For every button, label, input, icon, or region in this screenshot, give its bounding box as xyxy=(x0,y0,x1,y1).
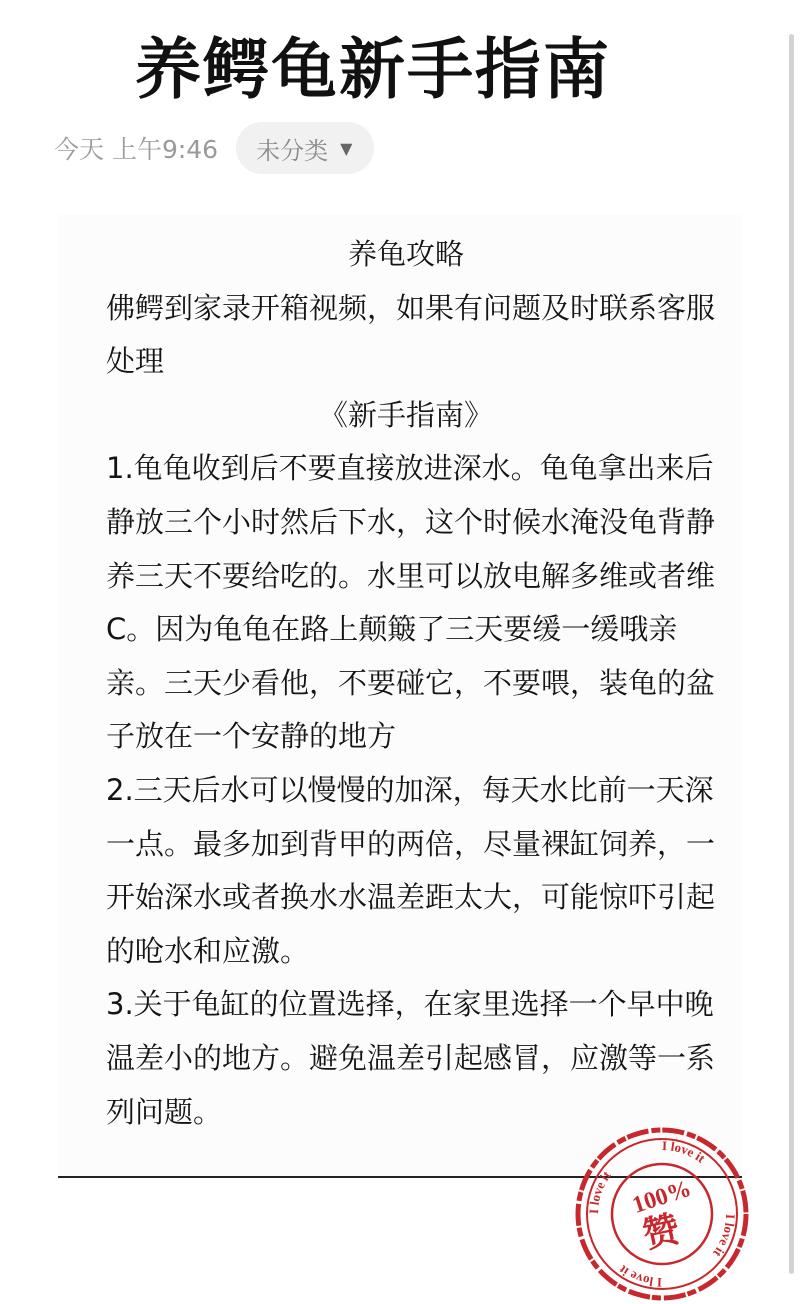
stamp-percent-text: 100% xyxy=(629,1175,695,1219)
caret-down-icon: ▼ xyxy=(340,138,353,158)
note-timestamp: 今天 上午9:46 xyxy=(54,135,219,164)
stamp-ring-text-2: I love it xyxy=(661,1137,709,1166)
vertical-scrollbar[interactable] xyxy=(789,34,794,1274)
guide-paragraph-3: 3.关于龟缸的位置选择，在家里选择一个早中晚温差小的地方。避免温差引起感冒，应激等一系列问题。 xyxy=(106,987,716,1129)
stamp-ring-text-3: I love it xyxy=(710,1213,739,1261)
approval-stamp-icon xyxy=(572,1124,752,1304)
note-meta xyxy=(54,122,374,174)
note-title: 养鳄龟新手指南 xyxy=(135,31,611,108)
guide-paragraph-1: 1.龟龟收到后不要直接放进深水。龟龟拿出来后静放三个小时然后下水，这个时候水淹没龟背静养三天不要给吃的。水里可以放电解多维或者维C。因为龟龟在路上颠簸了三天要缓一缓哦亲亲。三天少看他，不要碰它，不要喂，装龟的盆子放在一个安静的地方 xyxy=(106,451,716,754)
body-heading: 养龟攻略 xyxy=(347,237,464,271)
category-dropdown[interactable] xyxy=(236,122,374,174)
stamp-ring-text-1: I love it xyxy=(585,1167,614,1215)
body-intro: 佛鳄到家录开箱视频，如果有问题及时联系客服处理 xyxy=(106,290,716,379)
stamp-center-char: 赞 xyxy=(639,1207,684,1257)
stamp-ring-text-4: I love it xyxy=(615,1262,663,1291)
note-body[interactable] xyxy=(106,228,716,1139)
category-label: 未分类 xyxy=(256,136,329,165)
guide-title: 《新手指南》 xyxy=(318,397,493,432)
guide-paragraph-2: 2.三天后水可以慢慢的加深，每天水比前一天深一点。最多加到背甲的两倍，尽量裸缸饲养，一开始深水或者换水水温差距太大，可能惊吓引起的呛水和应激。 xyxy=(106,772,716,968)
